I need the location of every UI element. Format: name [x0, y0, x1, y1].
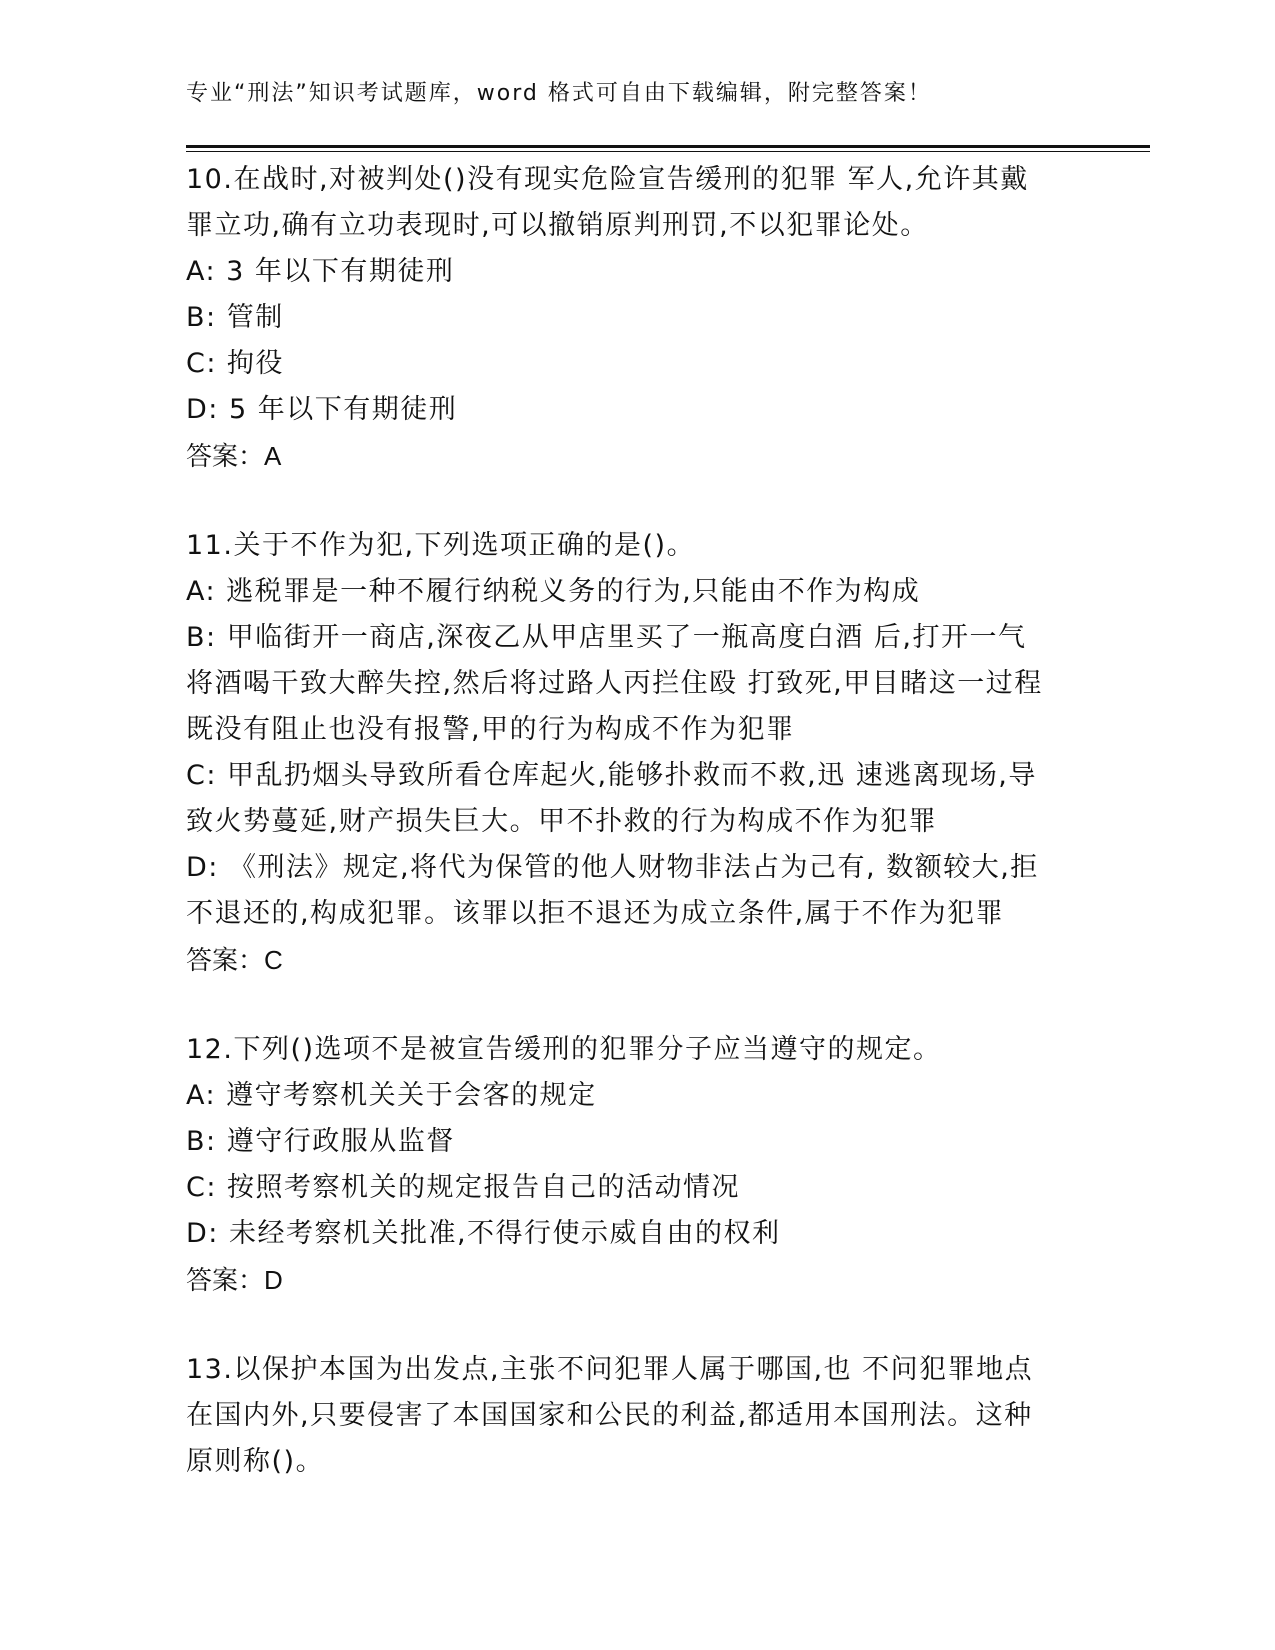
option-c: C: 甲乱扔烟头导致所看仓库起火,能够扑救而不救,迅 速逃离现场,导	[186, 760, 1037, 791]
question-spacer	[186, 1303, 1086, 1347]
option-b: B: 甲临街开一商店,深夜乙从甲店里买了一瓶高度白酒 后,打开一气	[186, 622, 1027, 653]
option-b-continued: 将酒喝干致大醉失控,然后将过路人丙拦住殴 打致死,甲目睹这一过程	[186, 668, 1043, 699]
question-13	[186, 1347, 1086, 1485]
question-list	[186, 157, 1086, 1485]
question-stem-line: 原则称()。	[186, 1446, 325, 1477]
option-d: D: 5 年以下有期徒刑	[186, 394, 458, 425]
option-c: C: 拘役	[186, 348, 285, 379]
question-stem-line: 罪立功,确有立功表现时,可以撤销原判刑罚,不以犯罪论处。	[186, 210, 929, 241]
option-a: A: 遵守考察机关关于会客的规定	[186, 1080, 597, 1111]
option-d-continued: 不退还的,构成犯罪。该罪以拒不退还为成立条件,属于不作为犯罪	[186, 898, 1005, 929]
question-stem-line: 13.以保护本国为出发点,主张不问犯罪人属于哪国,也 不问犯罪地点	[186, 1354, 1034, 1385]
option-a: A: 3 年以下有期徒刑	[186, 256, 455, 287]
question-stem-line: 12.下列()选项不是被宣告缓刑的犯罪分子应当遵守的规定。	[186, 1034, 942, 1065]
question-stem-line: 10.在战时,对被判处()没有现实危险宣告缓刑的犯罪 军人,允许其戴	[186, 164, 1029, 195]
answer-line: 答案：C	[186, 945, 283, 975]
option-a: A: 逃税罪是一种不履行纳税义务的行为,只能由不作为构成	[186, 576, 921, 607]
question-10	[186, 157, 1086, 479]
page-header-text: 专业“刑法”知识考试题库，word 格式可自由下载编辑，附完整答案！	[186, 81, 932, 106]
option-d: D: 《刑法》规定,将代为保管的他人财物非法占为己有, 数额较大,拒	[186, 852, 1039, 883]
question-spacer	[186, 983, 1086, 1027]
question-spacer	[186, 479, 1086, 523]
option-c: C: 按照考察机关的规定报告自己的活动情况	[186, 1172, 741, 1203]
question-12	[186, 1027, 1086, 1303]
question-stem-line: 在国内外,只要侵害了本国国家和公民的利益,都适用本国刑法。这种	[186, 1400, 1033, 1431]
header-divider	[186, 145, 1150, 152]
option-d: D: 未经考察机关批准,不得行使示威自由的权利	[186, 1218, 781, 1249]
answer-line: 答案：D	[186, 1265, 283, 1295]
question-stem-line: 11.关于不作为犯,下列选项正确的是()。	[186, 530, 696, 561]
option-b: B: 遵守行政服从监督	[186, 1126, 455, 1157]
question-11	[186, 523, 1086, 983]
option-c-continued: 致火势蔓延,财产损失巨大。甲不扑救的行为构成不作为犯罪	[186, 806, 938, 837]
option-b: B: 管制	[186, 302, 284, 333]
answer-line: 答案：A	[186, 441, 282, 471]
option-b-continued: 既没有阻止也没有报警,甲的行为构成不作为犯罪	[186, 714, 795, 745]
